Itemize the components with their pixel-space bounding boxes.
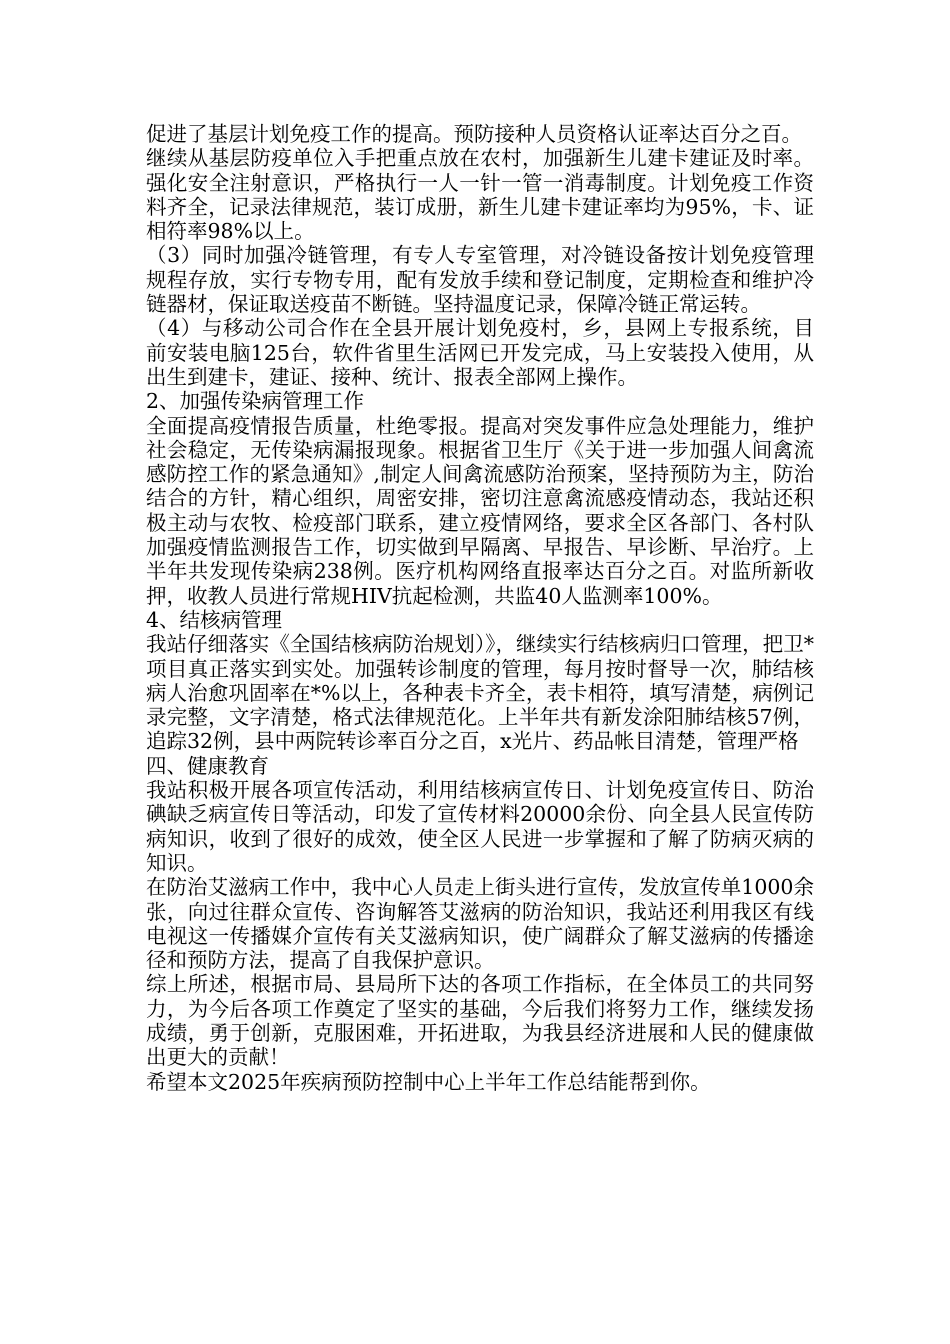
paragraph-cold-chain: （3）同时加强冷链管理，有专人专室管理，对冷链设备按计划免疫管理规程存放，实行专物专用，配有发放手续和登记制度，定期检查和维护冷链器材，保证取送疫苗不断链。坚持温度记录，保障冷链正常运转。 [146, 243, 814, 317]
section-heading-tuberculosis: 4、结核病管理 [146, 607, 283, 632]
section-heading-health-education: 四、健康教育 [146, 753, 269, 778]
paragraph-newborn-cards: 继续从基层防疫单位入手把重点放在农村，加强新生儿建卡建证及时率。强化安全注射意识，严格执行一人一针一管一消毒制度。计划免疫工作资料齐全，记录法律规范，装订成册，新生儿建卡建证率均为95%，卡、证相符率98%以上。 [146, 146, 814, 244]
paragraph-publicity: 我站积极开展各项宣传活动，利用结核病宣传日、计划免疫宣传日、防治碘缺乏病宣传日等活动，印发了宣传材料20000余份、向全县人民宣传防病知识，收到了很好的成效，使全区人民进一步掌握和了解了防病灭病的知识。 [146, 778, 814, 875]
paragraph-online-reporting: （4）与移动公司合作在全县开展计划免疫村，乡，县网上专报系统，目前安装电脑125台，软件省里生活网已开发完成，马上安装投入使用，从出生到建卡，建证、接种、统计、报表全部网上操作。 [146, 316, 814, 389]
paragraph-summary: 综上所述，根据市局、县局所下达的各项工作指标，在全体员工的共同努力，为今后各项工作奠定了坚实的基础，今后我们将努力工作，继续发扬成绩，勇于创新，克服困难，开拓进取，为我县经济进展和人民的健康做出更大的贡献！ [146, 972, 814, 1070]
paragraph-aids-prevention: 在防治艾滋病工作中，我中心人员走上街头进行宣传，发放宣传单1000余张，向过往群众宣传、咨询解答艾滋病的防治知识，我站还利用我区有线电视这一传播媒介宣传有关艾滋病知识，使广阔群众了解艾滋病的传播途径和预防方法，提高了自我保护意识。 [146, 875, 814, 973]
paragraph-epidemic-reporting: 全面提高疫情报告质量，杜绝零报。提高对突发事件应急处理能力，维护社会稳定，无传染病漏报现象。根据省卫生厅《关于进一步加强人间禽流感防控工作的紧急通知》,制定人间禽流感防治预案，坚持预防为主，防治结合的方针，精心组织，周密安排，密切注意禽流感疫情动态，我站还积极主动与农牧、检疫部门联系，建立疫情网络，要求全区各部门、各村队加强疫情监测报告工作，切实做到早隔离、早报告、早诊断、早治疗。上半年共发现传染病238例。医疗机构网络直报率达百分之百。对监所新收押，收教人员进行常规HIV抗起检测，共监40人监测率100%。 [146, 413, 814, 608]
paragraph-immunization-qualification: 促进了基层计划免疫工作的提高。预防接种人员资格认证率达百分之百。 [146, 122, 802, 146]
document-body [146, 122, 814, 1094]
paragraph-tuberculosis: 我站仔细落实《全国结核病防治规划）》，继续实行结核病归口管理，把卫*项目真正落实到实处。加强转诊制度的管理，每月按时督导一次，肺结核病人治愈巩固率在*%以上，各种表卡齐全，表卡相符，填写清楚，病例记录完整，文字清楚，格式法律规范化。上半年共有新发涂阳肺结核57例，追踪32例，县中两院转诊率百分之百，x光片、药品帐目清楚，管理严格 [146, 632, 814, 754]
paragraph-closing: 希望本文2025年疾病预防控制中心上半年工作总结能帮到你。 [146, 1069, 711, 1094]
section-heading-infectious-disease: 2、加强传染病管理工作 [146, 389, 365, 414]
